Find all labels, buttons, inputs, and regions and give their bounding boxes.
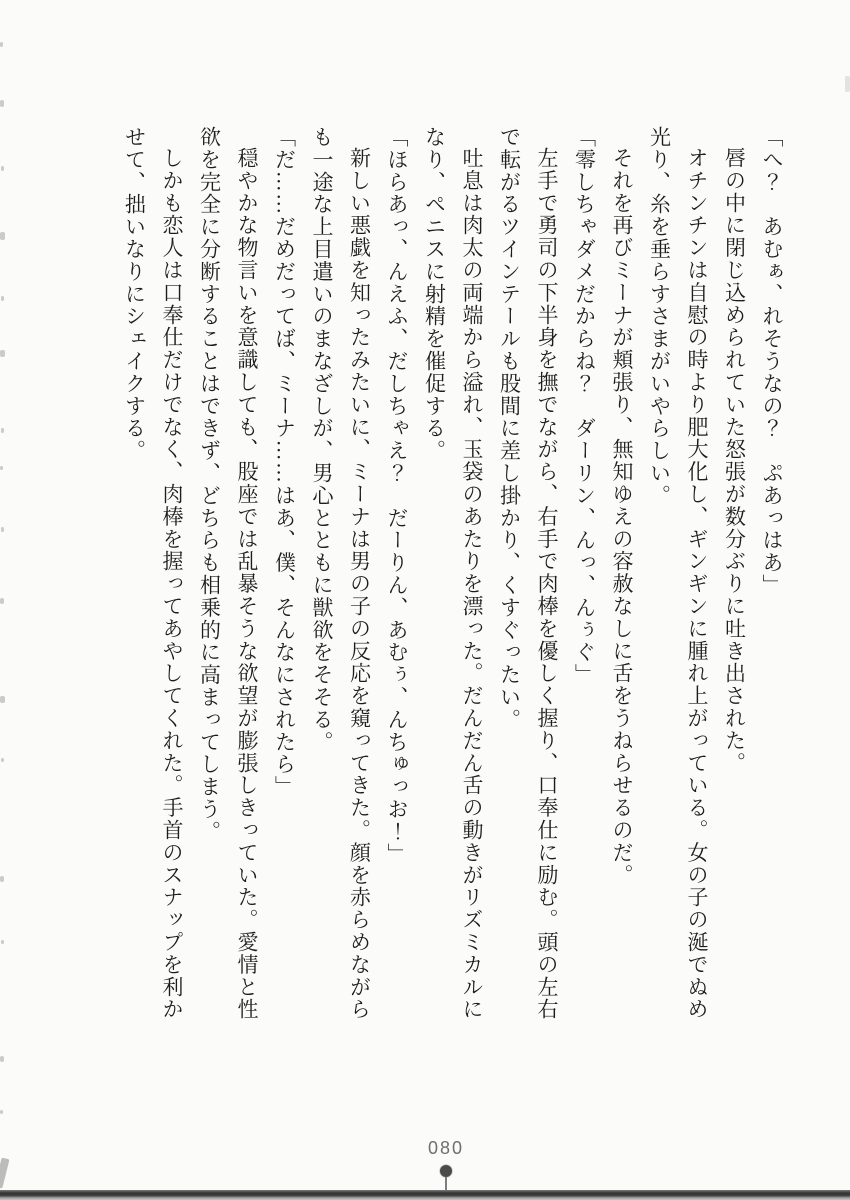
text-line: 「だ……だめだってば、ミーナ……はあ、僕、そんなにされたら」 [272, 126, 297, 798]
text-line: しかも恋人は口奉仕だけでなく、肉棒を握ってあやしてくれた。手首のスナップを利か [160, 147, 184, 1021]
text-line: 「零しちゃダメだからね？ ダーリン、んっ、んぅぐ」 [572, 126, 597, 686]
text-line: 「へ？ あむぁ、れそうなの？ ぷあっはあ」 [760, 126, 784, 597]
scan-speck [1, 296, 4, 301]
scan-speck [0, 696, 5, 703]
footer-stem-line [445, 1177, 447, 1191]
scan-speck [1, 166, 4, 171]
text-line: 吐息は肉太の両端から溢れ、玉袋のあたりを漂った。だんだん舌の動きがリズミカルに [460, 147, 484, 1021]
scan-speck [0, 598, 4, 604]
scan-bottom-edge [0, 1190, 850, 1200]
text-line: オチンチンは自慰の時より肥大化し、ギンギンに腫れ上がっている。女の子の涎でぬめ [685, 147, 709, 1021]
scan-corner-mark [0, 1157, 10, 1188]
scan-speck [0, 100, 4, 107]
scan-speck [1, 428, 4, 433]
scan-speck [0, 466, 3, 470]
page-number: 080 [427, 1138, 465, 1158]
scan-speck [0, 350, 5, 357]
scan-speck [0, 232, 5, 240]
text-line: せて、拙いなりにシェイクする。 [122, 126, 147, 462]
text-line: も一途な上目遣いのまなざしが、男心とともに獣欲をそそる。 [310, 126, 334, 754]
text-line: 「ほらあっ、んえふ、だしちゃえ？ だーりん、あむぅ、んちゅっお！」 [385, 126, 409, 866]
text-line: で転がるツインテールも股間に差し掛かり、くすぐったい。 [497, 126, 522, 731]
text-line: 穏やかな物言いを意識しても、股座では乱暴そうな欲望が膨張しきっていた。愛情と性 [235, 147, 259, 1021]
scan-right-edge-mark [845, 76, 850, 92]
scan-speck [1, 527, 4, 532]
text-line: 唇の中に閉じ込められていた怒張が数分ぶりに吐き出された。 [722, 147, 747, 775]
text-line: それを再びミーナが頬張り、無知ゆえの容赦なしに舌をうねらせるのだ。 [610, 147, 634, 887]
text-line: 新しい悪戯を知ったみたいに、ミーナは男の子の反応を窺ってきた。顔を赤らめながら [347, 147, 372, 1021]
footer-dot-mark [440, 1165, 452, 1177]
text-line: なり、ペニスに射精を催促する。 [422, 126, 447, 462]
scan-speck [0, 42, 3, 47]
scan-speck [0, 876, 4, 882]
text-line: 左手で勇司の下半身を撫でながら、右手で肉棒を優しく握り、口奉仕に励む。頭の左右 [535, 147, 559, 1021]
scan-speck [1, 758, 4, 762]
text-line: 光り、糸を垂らすさまがいやらしい。 [647, 126, 672, 507]
novel-text-block [115, 126, 790, 1021]
scan-speck [1, 940, 4, 944]
scan-speck [0, 1110, 3, 1114]
text-line: 欲を完全に分断することはできず、どちらも相乗的に高まってしまう。 [197, 126, 222, 843]
scan-speck [0, 1056, 4, 1062]
